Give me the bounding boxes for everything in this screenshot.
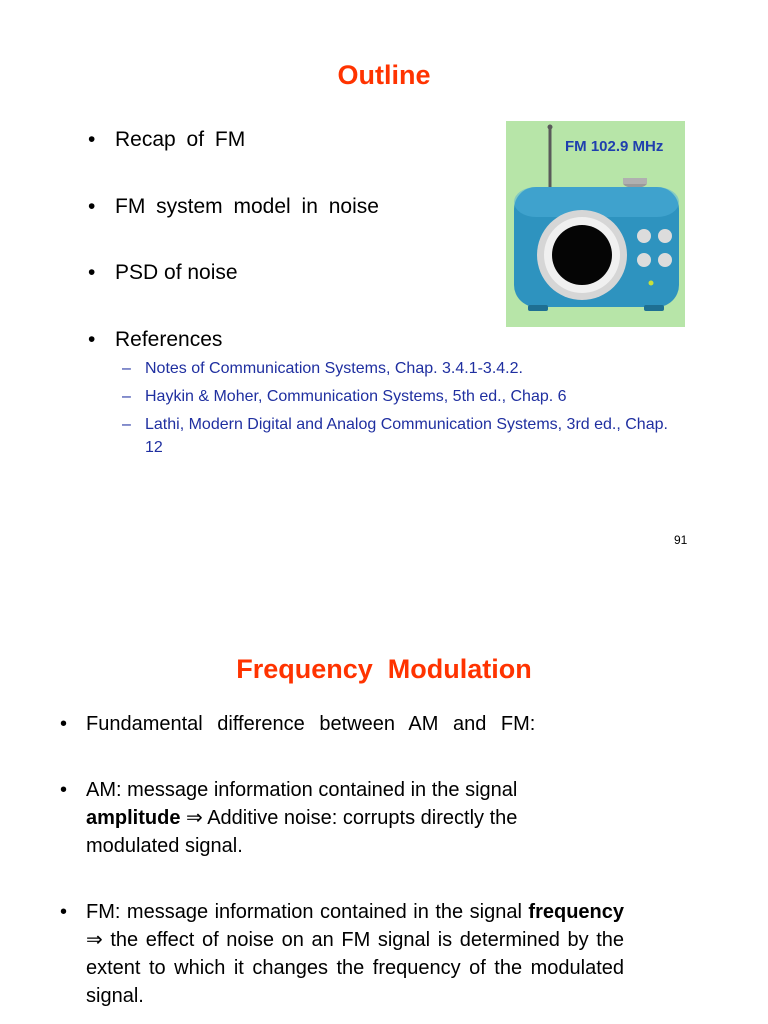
button-icon xyxy=(637,253,651,267)
bold-term: amplitude xyxy=(86,807,181,829)
bullet-icon: • xyxy=(88,128,96,151)
speaker-icon xyxy=(552,225,612,285)
bullet-icon: • xyxy=(88,328,96,351)
button-icon xyxy=(658,229,672,243)
fm-radio-image xyxy=(506,121,685,327)
bold-term: frequency xyxy=(528,901,624,923)
references-list xyxy=(122,357,675,464)
text-segment: FM: message information contained in the signal xyxy=(86,901,529,923)
page-number: 91 xyxy=(674,533,688,547)
list-item-text: Fundamental difference between AM and FM: xyxy=(86,713,536,735)
list-item-text: FM system model in noise xyxy=(115,195,379,218)
bullet-icon: • xyxy=(60,713,68,735)
list-item-text: References xyxy=(115,328,223,351)
reference-text: Haykin & Moher, Communication Systems, 5th ed., Chap. 6 xyxy=(145,388,567,405)
list-item xyxy=(60,898,630,1010)
button-icon xyxy=(658,253,672,267)
antenna-tip xyxy=(548,125,553,130)
list-item xyxy=(60,776,630,860)
dash-icon: – xyxy=(122,360,131,377)
reference-item xyxy=(122,385,675,408)
list-item-text: PSD of noise xyxy=(115,261,238,284)
reference-item xyxy=(122,357,675,380)
slide-title: Outline xyxy=(337,60,431,90)
indicator-light xyxy=(649,281,654,286)
reference-item xyxy=(122,413,675,459)
reference-text: Lathi, Modern Digital and Analog Communication Systems, 3rd ed., Chap. 12 xyxy=(145,416,668,456)
radio-foot xyxy=(644,305,664,311)
slide-frequency-modulation xyxy=(0,580,768,1024)
radio-foot xyxy=(528,305,548,311)
bullet-icon: • xyxy=(88,195,96,218)
dash-icon: – xyxy=(122,416,131,433)
text-segment: ⇒ the effect of noise on an FM signal is determined by the extent to which it changes the frequency of the modulated signal. xyxy=(86,929,624,1007)
dash-icon: – xyxy=(122,388,131,405)
list-item xyxy=(60,710,630,738)
bullet-icon: • xyxy=(60,779,68,801)
list-item-text xyxy=(86,898,624,1010)
button-icon xyxy=(637,229,651,243)
text-segment: AM: message information contained in the signal xyxy=(86,779,518,801)
slide-title: Frequency Modulation xyxy=(236,654,532,684)
text-segment: ⇒ Additive noise: corrupts directly the modulated signal. xyxy=(86,807,518,857)
bullet-icon: • xyxy=(60,901,68,923)
knob-top xyxy=(623,178,647,184)
list-item-text xyxy=(86,776,596,860)
list-item-text: Recap of FM xyxy=(115,128,246,151)
reference-text: Notes of Communication Systems, Chap. 3.4.1-3.4.2. xyxy=(145,360,523,377)
bullet-icon: • xyxy=(88,261,96,284)
radio-display-text: FM 102.9 MHz xyxy=(565,138,664,155)
